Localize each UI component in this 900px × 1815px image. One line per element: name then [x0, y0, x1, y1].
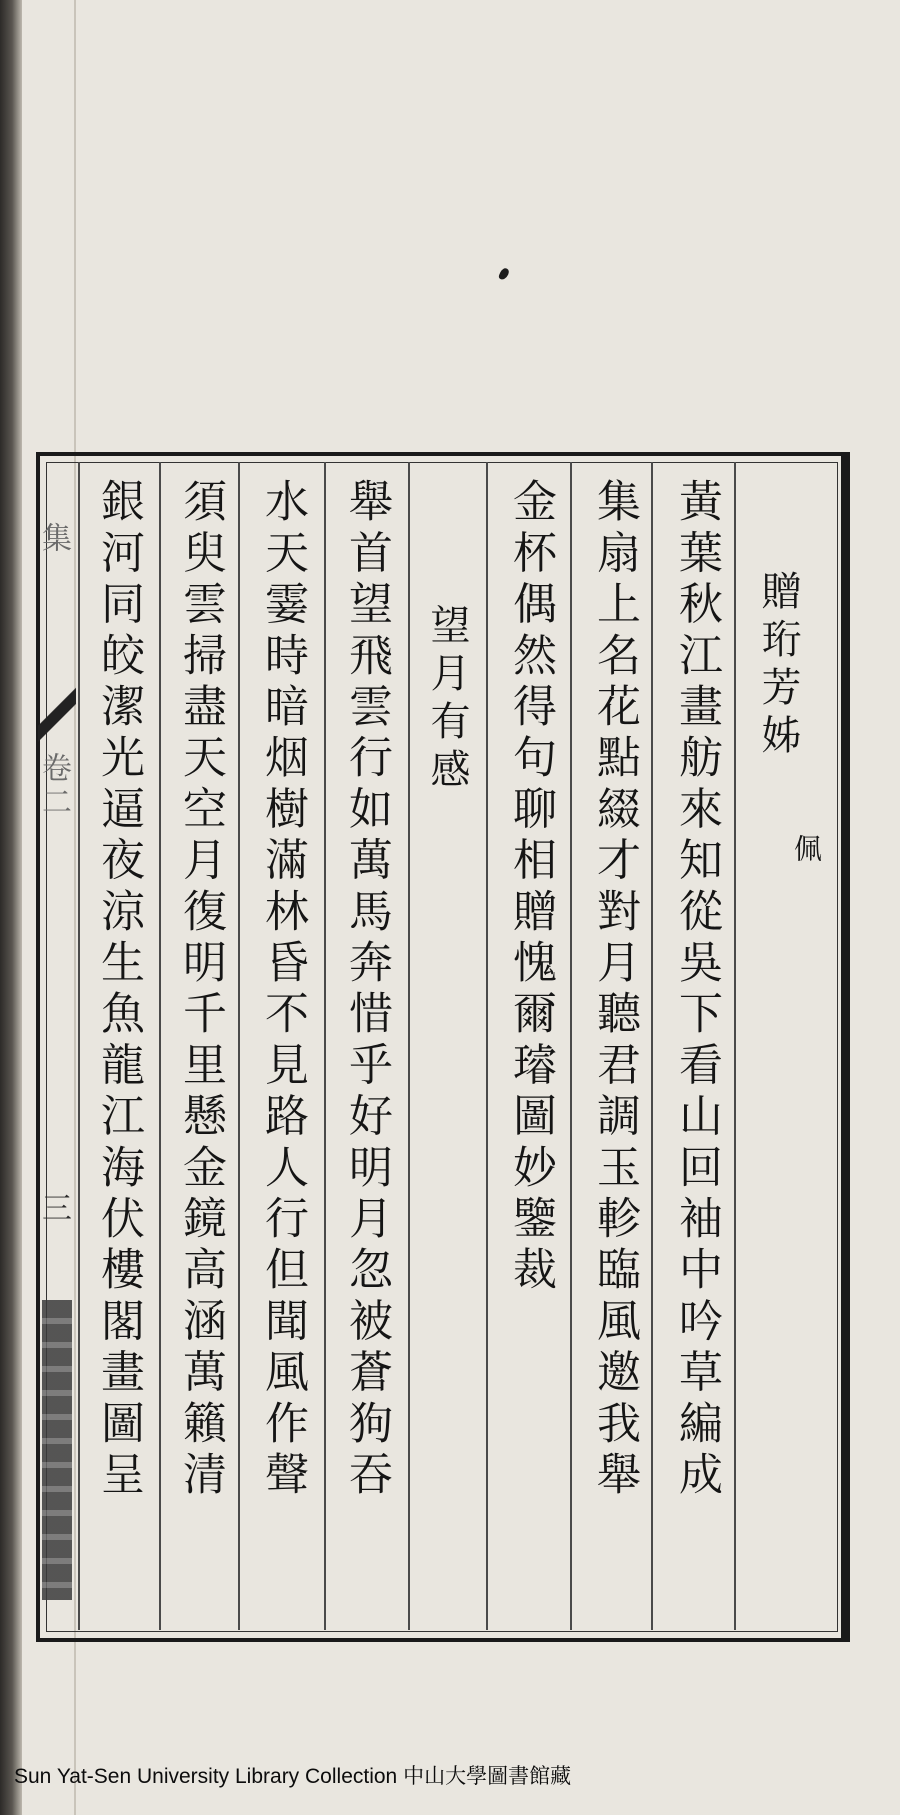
center-page-number: 三: [36, 1192, 71, 1226]
text-column-4: 金杯偶然得句聊相贈愧爾璿圖妙鑒裁: [505, 478, 556, 1298]
column-divider: [324, 462, 326, 1630]
column-divider: [408, 462, 410, 1630]
fish-tail-mark: [38, 682, 76, 752]
column-divider: [78, 462, 80, 1630]
column-divider: [238, 462, 240, 1630]
text-column-9: 銀河同皎潔光逼夜涼生魚龍江海伏樓閣畫圖呈: [93, 478, 144, 1502]
text-column-6: 舉首望飛雲行如萬馬奔惜乎好明月忽被蒼狗吞: [341, 478, 392, 1502]
collection-watermark: [14, 1760, 571, 1790]
poem-title-1: 贈珩芳姊: [755, 570, 801, 762]
ink-spot: [498, 267, 510, 281]
column-divider: [651, 462, 653, 1630]
center-bottom-bar: [42, 1300, 72, 1600]
text-column-2: 黃葉秋江畫舫來知從吳下看山回袖中吟草編成: [671, 478, 722, 1502]
text-column-8: 須臾雲掃盡天空月復明千里懸金鏡高涵萬籟清: [175, 478, 226, 1502]
text-column-3: 集扇上名花點綴才對月聽君調玉軫臨風邀我舉: [589, 478, 640, 1502]
book-page: [22, 0, 900, 1815]
center-title: 集: [36, 522, 71, 556]
collection-zh: 中山大學圖書館藏: [403, 1765, 572, 1788]
author-note: 佩: [790, 834, 823, 866]
book-spine: [0, 0, 22, 1815]
column-divider: [486, 462, 488, 1630]
center-volume: 卷二: [36, 752, 71, 820]
column-divider: [570, 462, 572, 1630]
column-divider: [159, 462, 161, 1630]
text-column-7: 水天霎時暗烟樹滿林昏不見路人行但聞風作聲: [257, 478, 308, 1502]
collection-en: Sun Yat-Sen University Library Collection: [14, 1765, 398, 1788]
column-divider: [734, 462, 736, 1630]
poem-title-2: 望月有感: [424, 604, 470, 796]
